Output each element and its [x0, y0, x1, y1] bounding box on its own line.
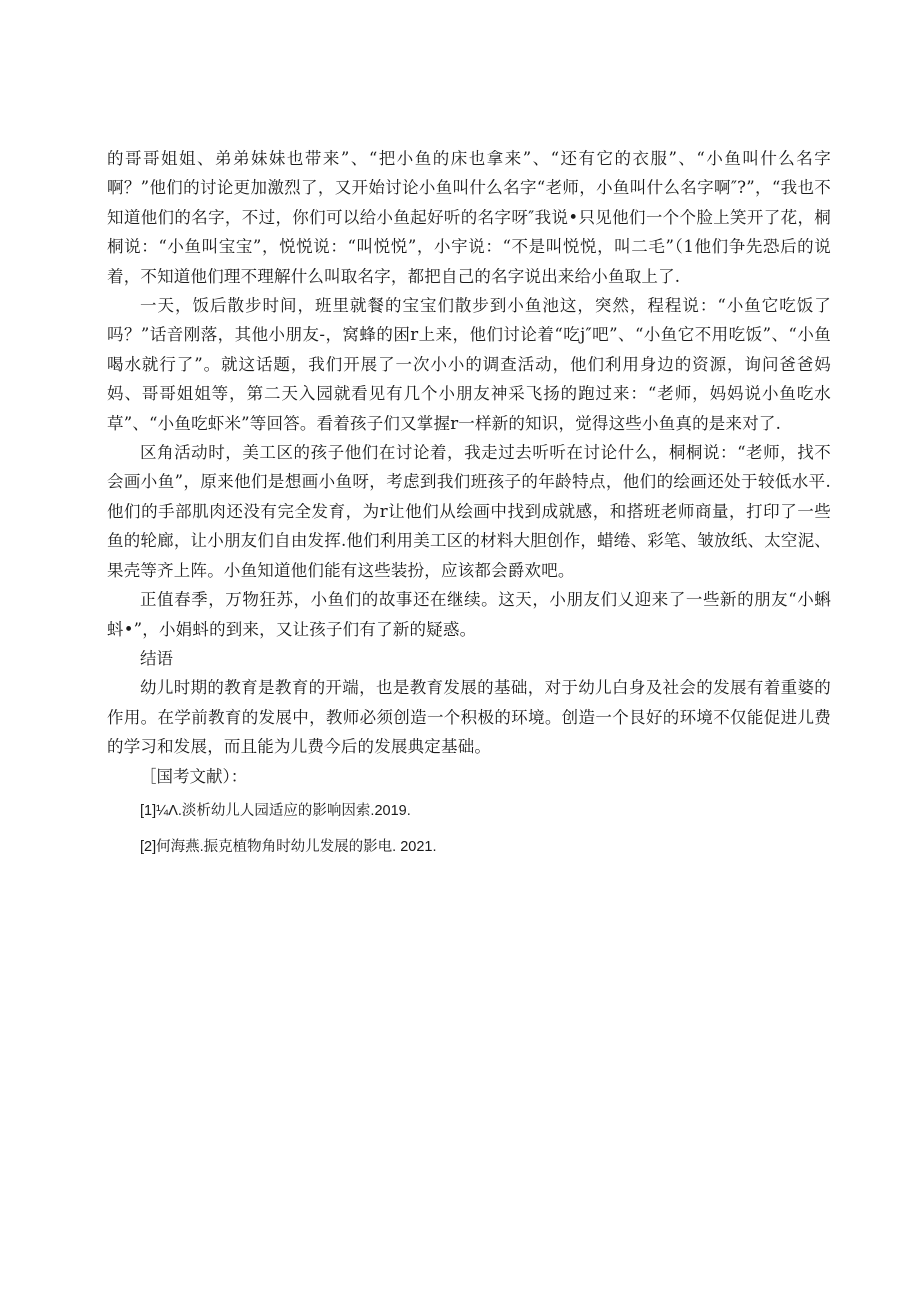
document-body: [107, 144, 831, 858]
paragraph-tadpoles: 正值春季，万物狂苏，小鱼们的故事还在继续。这天，小朋友们乂迎来了一些新的朋友“小蝌蚪•”，小娟蚪的到来，又让孩子们有了新的疑惑。: [107, 590, 831, 639]
conclusion-paragraph: 幼儿时期的教育是教育的开端，也是教育发展的基础，对于幼儿白身及社会的发展有着重婆的作用。在学前教育的发展中，教师必须创造一个积极的环境。创造一个艮好的环境不仅能促进儿费的学习和发展，而且能为儿费今后的发展典定基础。: [107, 678, 831, 757]
references-heading: ［国考文献）：: [140, 766, 248, 786]
paragraph-fish-eating: 一天，饭后散步时间，班里就餐的宝宝们散步到小鱼池这，突然，程程说：“小鱼它吃饭了吗？”话音刚落，其他小朋友-，窝蜂的困r上来，他们讨论着“吃j″吧”、“小鱼它不用吃饭”、“小鱼喝水就行了”。就这话题，我们开展了一次小小的调查活动，他们利用身边的资源，询问爸爸妈妈、哥哥姐姐等，第二天入园就看见有几个小朋友神采飞扬的跑过来：“老师，妈妈说小鱼吃水草”、“小鱼吃虾米”等回答。看着孩子们又掌握r一样新的知识，觉得这些小鱼真的是来对了.: [107, 296, 831, 433]
conclusion-heading: 结语: [140, 648, 173, 668]
reference-item: [2]何海燕.振克植物角时幼儿发展的影电. 2021.: [140, 838, 437, 855]
paragraph-discussion-names: 的哥哥姐姐、弟弟妹妹也带来”、“把小鱼的床也拿来”、“还有它的衣服”、“小鱼叫什么名字啊？”他们的讨论更加激烈了，又开始讨论小鱼叫什么名字“老师，小鱼叫什么名字啊″?”，“我也不知道他们的名字，不过，你们可以给小鱼起好听的名字呀″我说•只见他们一个个脸上笑开了花，桐桐说：“小鱼叫宝宝”，悦悦说：“叫悦悦”，小宇说：“不是叫悦悦，叫二毛”（1他们争先恐后的说着，不知道他们理不理解什么叫取名字，都把自己的名字说出来给小鱼取上了.: [107, 149, 831, 286]
reference-item: [1]¼Λ.淡析幼儿人园适应的影响因索.2019.: [140, 802, 411, 819]
paragraph-art-corner: 区角活动时，美工区的孩子他们在讨论着，我走过去听听在讨论什么，桐桐说：“老师，找不会画小鱼”，原来他们是想画小鱼呀，考虑到我们班孩子的年龄特点，他们的绘画还处于较低水平.他们的手部肌肉还没有完全发育，为r让他们从绘画中找到成就感，和搭班老师商量，打印了一些鱼的轮廊，让小朋友们自由发挥.他们利用美工区的材料大胆创作，蜡绻、彩笔、皱放纸、太空泥、果壳等齐上阵。小鱼知道他们能有这些装扮，应该都会爵欢吧。: [107, 443, 831, 580]
